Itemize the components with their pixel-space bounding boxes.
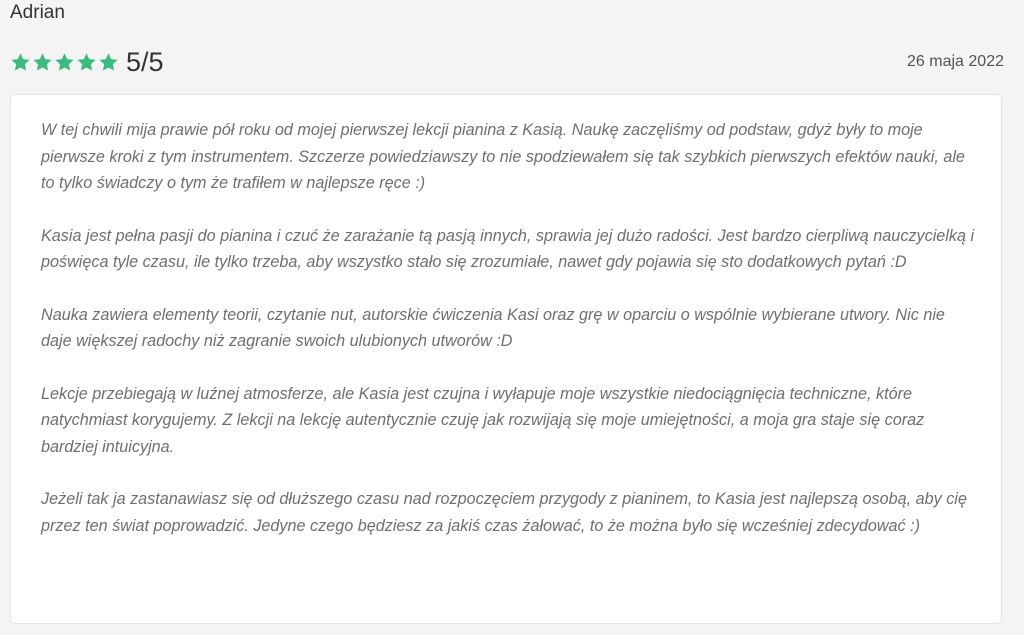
- star-icon: [76, 52, 97, 73]
- star-icon: [54, 52, 75, 73]
- review-paragraph: Nauka zawiera elementy teorii, czytanie nut, autorskie ćwiczenia Kasi oraz grę w oparciu o wspólnie wybierane utwory. Nic nie daje większej radochy niż zagranie swoich ulubionych utworów :D: [41, 305, 945, 350]
- review-date: 26 maja 2022: [907, 53, 1004, 70]
- rating-row: [10, 46, 1004, 78]
- star-icon: [10, 52, 31, 73]
- review-paragraph: Lekcje przebiegają w luźnej atmosferze, ale Kasia jest czujna i wyłapuje moje wszystkie niedociągnięcia techniczne, które natychmiast korygujemy. Z lekcji na lekcję autentycznie czuję jak rozwijają się moje umiejętności, a moja gra staje się coraz bardziej intuicyjna.: [41, 384, 925, 456]
- review-paragraph: Jeżeli tak ja zastanawiasz się od dłuższego czasu nad rozpoczęciem przygody z pianinem, to Kasia jest najlepszą osobą, aby cię przez ten świat poprowadzić. Jedyne czego będziesz za jakiś czas żałować, to że można było się wcześniej zdecydować :): [41, 490, 967, 535]
- review-paragraph: Kasia jest pełna pasji do pianina i czuć że zarażanie tą pasją innych, sprawia jej dużo radości. Jest bardzo cierpliwą nauczycielką i poświęca tyle czasu, ile tylko trzeba, aby wszystko stało się zrozumiałe, nawet gdy pojawia się sto dodatkowych pytań :D: [41, 226, 975, 271]
- review-card: [10, 94, 1002, 624]
- star-icon: [98, 52, 119, 73]
- review-author: Adrian: [10, 2, 65, 23]
- review-paragraph: W tej chwili mija prawie pół roku od mojej pierwszej lekcji pianina z Kasią. Naukę zaczęliśmy od podstaw, gdyż były to moje pierwsze kroki z tym instrumentem. Szczerze powiedziawszy to nie spodziewałem się tak szybkich pierwszych efektów nauki, ale to tylko świadczy o tym że trafiłem w najlepsze ręce :): [41, 121, 965, 192]
- rating-stars: [10, 52, 119, 73]
- star-icon: [32, 52, 53, 73]
- rating-score: 5/5: [126, 46, 164, 77]
